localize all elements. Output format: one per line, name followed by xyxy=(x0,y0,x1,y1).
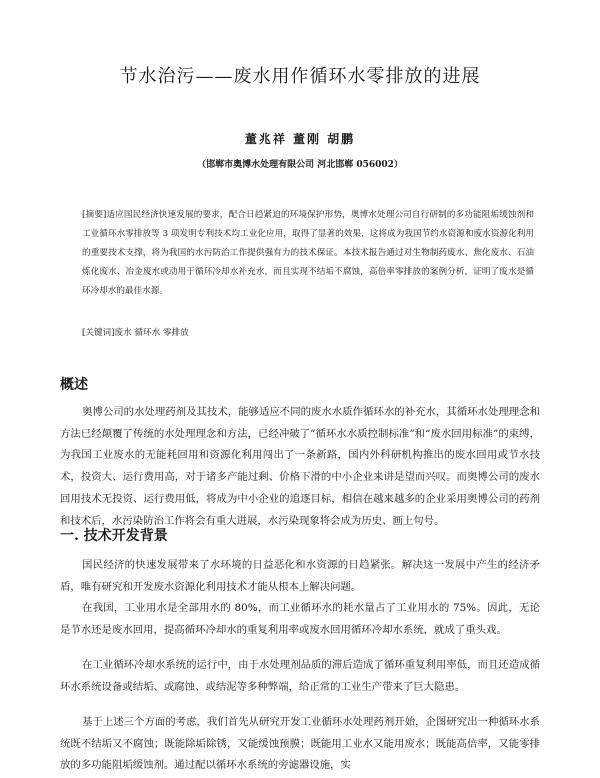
keywords-label: [关键词] xyxy=(82,328,115,338)
abstract-label: [摘要] xyxy=(82,210,107,220)
abstract xyxy=(82,206,534,301)
paragraph-background-4: 基于上述三个方面的考虑，我们首先从研究开发工业循环水处理药剂开始，企图研究出一种循环水系统既不结垢又不腐蚀；既能除垢除锈，又能缓蚀预膜；既能用工业水又能用废水；既能高倍率，又能零排放的多功能阻垢缓蚀剂。通过配以循环水系统的旁滤器设施，实 xyxy=(60,716,540,771)
paper-affiliation: （邯郸市奥博水处理有限公司 河北邯郸 056002） xyxy=(197,160,403,170)
section-heading-background: 一. 技术开发背景 xyxy=(60,528,168,544)
keywords xyxy=(82,326,534,338)
paper-title: 节水治污——废水用作循环水零排放的进展 xyxy=(119,66,481,87)
paragraph-background-2: 在我国，工业用水是全部用水的 80%，而工业循环水的耗水量占了工业用水的 75%。因此，无论是节水还是废水回用，提高循环冷却水的重复利用率或废水回用循环冷却水系统，就成了重头戏。 xyxy=(60,602,540,636)
paragraph-background-1: 国民经济的快速发展带来了水环境的日益恶化和水资源的日趋紧张。解决这一发展中产生的经济矛盾，唯有研究和开发废水资源化利用技术才能从根本上解决问题。 xyxy=(60,559,540,593)
keywords-text: 废水 循环水 零排放 xyxy=(114,328,189,338)
paragraph-overview: 奥博公司的水处理药剂及其技术，能够适应不同的废水水质作循环水的补充水，其循环水处理理念和方法已经颠覆了传统的水处理理念和方法，已经冲破了“循环水水质控制标准”和“废水回用标准”的束缚，为我国工业废水的无能耗回用和资源化利用闯出了一条新路，国内外科研机构推出的废水回用或节水技术，投资大、运行费用高，对于诸多产能过剩、价格下滑的中小企业来讲是望而兴叹。而奥博公司的废水回用技术无投资、运行费用低，将成为中小企业的追逐目标，相信在越来越多的企业采用奥博公司的药剂和技术后，水污染防治工作将会有重大进展，水污染现象将会成为历史、画上句号。 xyxy=(60,406,540,527)
section-heading-overview: 概述 xyxy=(60,377,88,393)
abstract-text: 适应国民经济快速发展的要求，配合日趋紧迫的环境保护形势，奥博水处理公司自行研制的多功能阻垢缓蚀剂和工业循环水零排放等 3 项发明专利技术均工业化应用，取得了显著的效果，这将成为我国节约水资源和废水资源化利用的重要技术支撑，将为我国的水污防治工作提供强有力的技术保证。本技术报告通过对生物制药废水、焦化废水、石油炼化废水、冶金废水或动用于循环冷却水补充水，而且实现不结垢不腐蚀，高倍率零排放的案例分析，证明了废水是循环冷却水的最佳水源。 xyxy=(82,210,534,296)
paragraph-background-3: 在工业循环冷却水系统的运行中，由于水处理剂品质的滞后造成了循环重复利用率低，而且还造成循环水系统设备或结垢、或腐蚀、或结泥等多种弊端，给正常的工业生产带来了巨大隐患。 xyxy=(60,659,540,693)
paper-authors: 董兆祥 董刚 胡鹏 xyxy=(244,132,356,146)
